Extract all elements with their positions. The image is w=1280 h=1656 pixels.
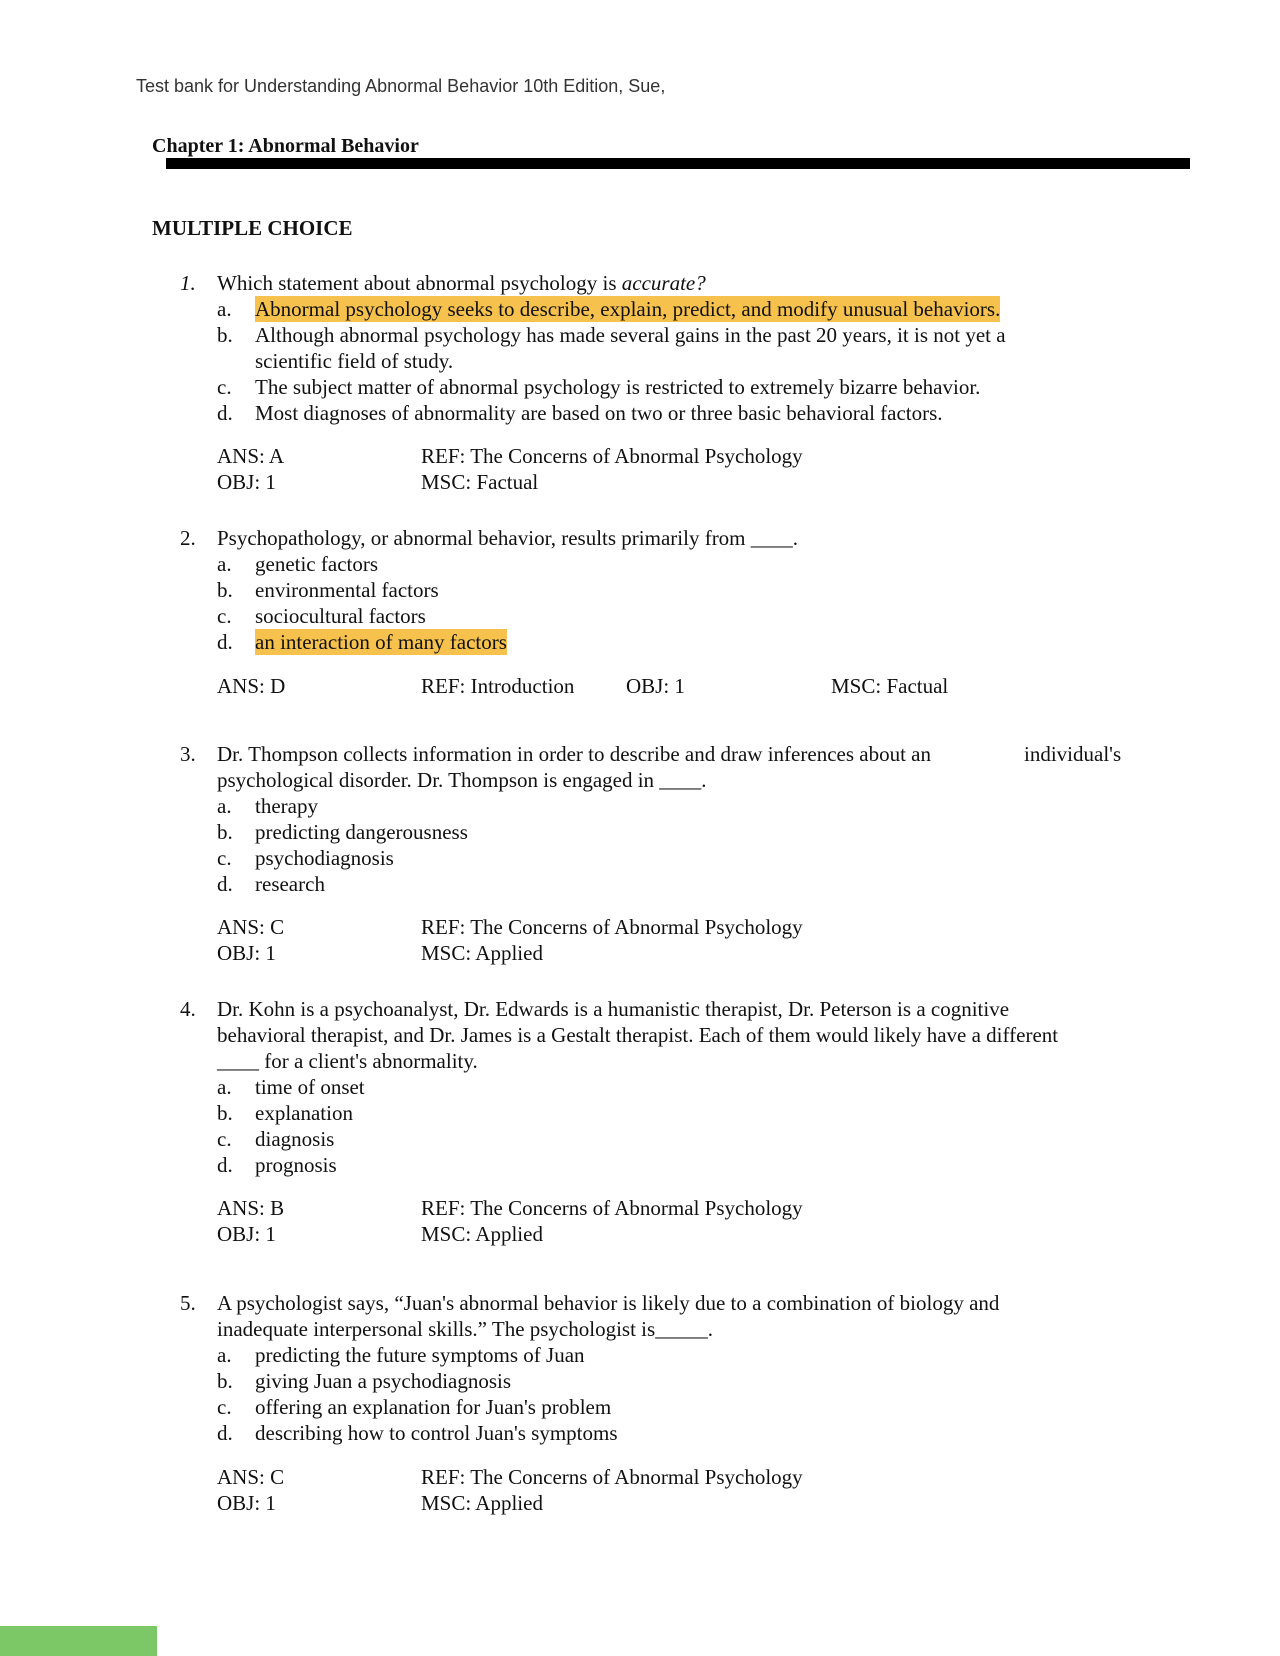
question-stem: Dr. Thompson collects information in order to describe and draw inferences about an [217,742,931,766]
misc-type: MSC: Applied [421,1222,543,1246]
option-d: research [255,872,325,896]
chapter-rule [166,158,1190,169]
option-c: The subject matter of abnormal psychology is restricted to extremely bizarre behavior. [255,375,981,399]
option-letter: b. [217,820,233,844]
reference: REF: The Concerns of Abnormal Psychology [421,915,803,939]
option-a: therapy [255,794,318,818]
option-letter: d. [217,630,233,654]
option-letter: c. [217,375,232,399]
option-letter: a. [217,552,232,576]
misc-type: MSC: Factual [831,674,949,698]
question-stem-continued: inadequate interpersonal skills.” The psychologist is_____. [217,1317,713,1341]
stem-text: Which statement about abnormal psychology is [217,271,622,295]
option-a-correct: Abnormal psychology seeks to describe, explain, predict, and modify unusual behaviors. [255,297,1001,321]
option-letter: d. [217,1421,233,1445]
option-letter: b. [217,1101,233,1125]
option-b: Although abnormal psychology has made several gains in the past 20 years, it is not yet a [255,323,1006,347]
objective: OBJ: 1 [217,1491,276,1515]
option-letter: d. [217,1153,233,1177]
reference: REF: The Concerns of Abnormal Psychology [421,1196,803,1220]
answer-key: ANS: C [217,1465,285,1489]
answer-key: ANS: C [217,915,285,939]
option-letter: c. [217,846,232,870]
option-b: explanation [255,1101,353,1125]
question-stem [217,270,706,296]
question-stem-continued: behavioral therapist, and Dr. James is a Gestalt therapist. Each of them would likely have a different [217,1023,1059,1047]
option-b: predicting dangerousness [255,820,468,844]
question-stem: Psychopathology, or abnormal behavior, results primarily from ____. [217,526,799,550]
section-title: MULTIPLE CHOICE [152,216,353,240]
question-stem: A psychologist says, “Juan's abnormal behavior is likely due to a combination of biology and [217,1291,1000,1315]
question-stem: Dr. Kohn is a psychoanalyst, Dr. Edwards is a humanistic therapist, Dr. Peterson is a cognitive [217,997,1010,1021]
question-stem-tail: individual's [1024,742,1122,766]
option-letter: d. [217,401,233,425]
option-letter: c. [217,1395,232,1419]
option-letter: a. [217,297,232,321]
misc-type: MSC: Factual [421,470,539,494]
option-b: giving Juan a psychodiagnosis [255,1369,512,1393]
answer-key: ANS: A [217,444,285,468]
question-number: 3. [180,742,196,766]
question-stem-continued: ____ for a client's abnormality. [217,1049,478,1073]
option-c: sociocultural factors [255,604,426,628]
question-number: 2. [180,526,196,550]
corner-accent-bar [0,1626,157,1656]
objective: OBJ: 1 [217,1222,276,1246]
question-number: 4. [180,997,196,1021]
option-d: Most diagnoses of abnormality are based on two or three basic behavioral factors. [255,401,943,425]
option-c: diagnosis [255,1127,335,1151]
chapter-title: Chapter 1: Abnormal Behavior [152,135,419,157]
question-number: 1. [180,271,196,295]
option-d: describing how to control Juan's symptoms [255,1421,618,1445]
option-d: prognosis [255,1153,337,1177]
option-letter: c. [217,604,232,628]
option-letter: b. [217,1369,233,1393]
reference: REF: Introduction [421,674,575,698]
answer-key: ANS: B [217,1196,285,1220]
option-b: environmental factors [255,578,439,602]
option-c: psychodiagnosis [255,846,394,870]
option-letter: b. [217,578,233,602]
answer-key: ANS: D [217,674,286,698]
option-d-correct: an interaction of many factors [255,630,507,654]
option-b-continued: scientific field of study. [255,349,454,373]
option-a: predicting the future symptoms of Juan [255,1343,585,1367]
question-number: 5. [180,1291,196,1315]
option-letter: a. [217,794,232,818]
option-letter: d. [217,872,233,896]
misc-type: MSC: Applied [421,941,543,965]
reference: REF: The Concerns of Abnormal Psychology [421,444,803,468]
misc-type: MSC: Applied [421,1491,543,1515]
option-letter: b. [217,323,233,347]
document-header: Test bank for Understanding Abnormal Behavior 10th Edition, Sue, [136,76,666,96]
option-letter: a. [217,1343,232,1367]
stem-emphasis: accurate? [621,271,706,295]
objective: OBJ: 1 [626,674,685,698]
question-stem-continued: psychological disorder. Dr. Thompson is engaged in ____. [217,768,707,792]
reference: REF: The Concerns of Abnormal Psychology [421,1465,803,1489]
option-c: offering an explanation for Juan's problem [255,1395,612,1419]
objective: OBJ: 1 [217,941,276,965]
option-a: genetic factors [255,552,379,576]
option-a: time of onset [255,1075,365,1099]
option-letter: a. [217,1075,232,1099]
option-letter: c. [217,1127,232,1151]
objective: OBJ: 1 [217,470,276,494]
